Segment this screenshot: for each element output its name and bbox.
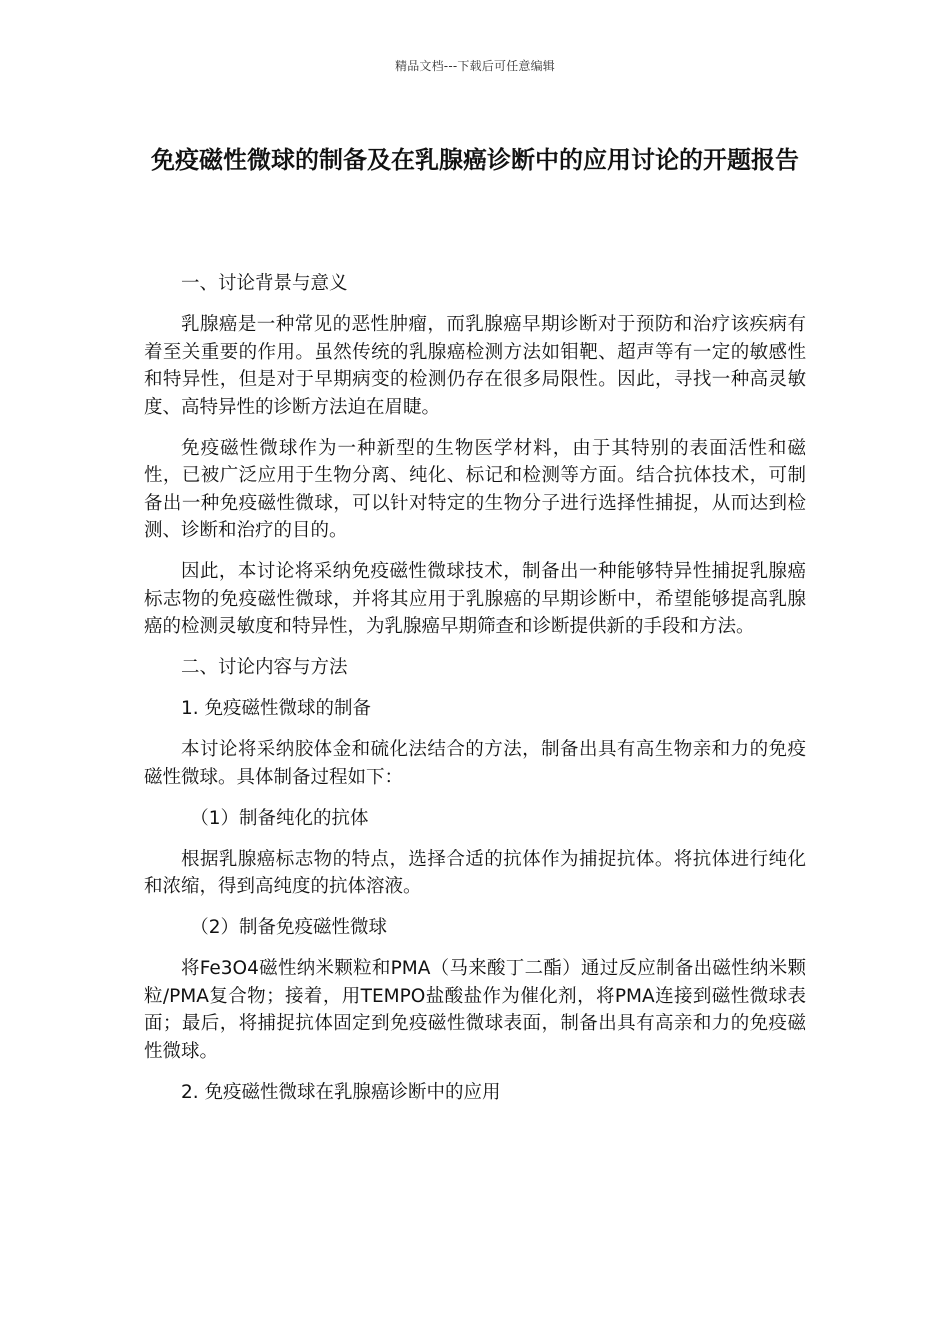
subsection-heading: 2. 免疫磁性微球在乳腺癌诊断中的应用 xyxy=(181,1081,501,1103)
document-body xyxy=(144,270,806,1120)
section-heading: 一、讨论背景与意义 xyxy=(181,273,348,294)
paragraph: 将Fe3O4磁性纳米颗粒和PMA（马来酸丁二酯）通过反应制备出磁性纳米颗粒/PMA复合物；接着，用TEMPO盐酸盐作为催化剂，将PMA连接到磁性微球表面；最后，将捕捉抗体固定到免疫磁性微球表面，制备出具有高亲和力的免疫磁性微球。 xyxy=(144,958,806,1062)
header-note: 精品文档---下载后可任意编辑 xyxy=(395,59,555,73)
paragraph: 根据乳腺癌标志物的特点，选择合适的抗体作为捕捉抗体。将抗体进行纯化和浓缩，得到高纯度的抗体溶液。 xyxy=(144,848,806,897)
paragraph: 因此，本讨论将采纳免疫磁性微球技术，制备出一种能够特异性捕捉乳腺癌标志物的免疫磁性微球，并将其应用于乳腺癌的早期诊断中，希望能够提高乳腺癌的检测灵敏度和特异性，为乳腺癌早期筛查和诊断提供新的手段和方法。 xyxy=(144,561,806,637)
document-title: 免疫磁性微球的制备及在乳腺癌诊断中的应用讨论的开题报告 xyxy=(151,146,799,174)
paragraph: 本讨论将采纳胶体金和硫化法结合的方法，制备出具有高生物亲和力的免疫磁性微球。具体制备过程如下： xyxy=(144,739,806,788)
paragraph: 免疫磁性微球作为一种新型的生物医学材料，由于其特别的表面活性和磁性，已被广泛应用于生物分离、纯化、标记和检测等方面。结合抗体技术，可制备出一种免疫磁性微球，可以针对特定的生物分子进行选择性捕捉，从而达到检测、诊断和治疗的目的。 xyxy=(144,437,806,541)
subsection-heading: 1. 免疫磁性微球的制备 xyxy=(181,698,372,719)
step-heading: （2）制备免疫磁性微球 xyxy=(190,917,388,938)
section-heading: 二、讨论内容与方法 xyxy=(181,657,348,678)
paragraph: 乳腺癌是一种常见的恶性肿瘤，而乳腺癌早期诊断对于预防和治疗该疾病有着至关重要的作用。虽然传统的乳腺癌检测方法如钼靶、超声等有一定的敏感性和特异性，但是对于早期病变的检测仍存在很多局限性。因此，寻找一种高灵敏度、高特异性的诊断方法迫在眉睫。 xyxy=(144,314,806,418)
step-heading: （1）制备纯化的抗体 xyxy=(190,807,369,829)
